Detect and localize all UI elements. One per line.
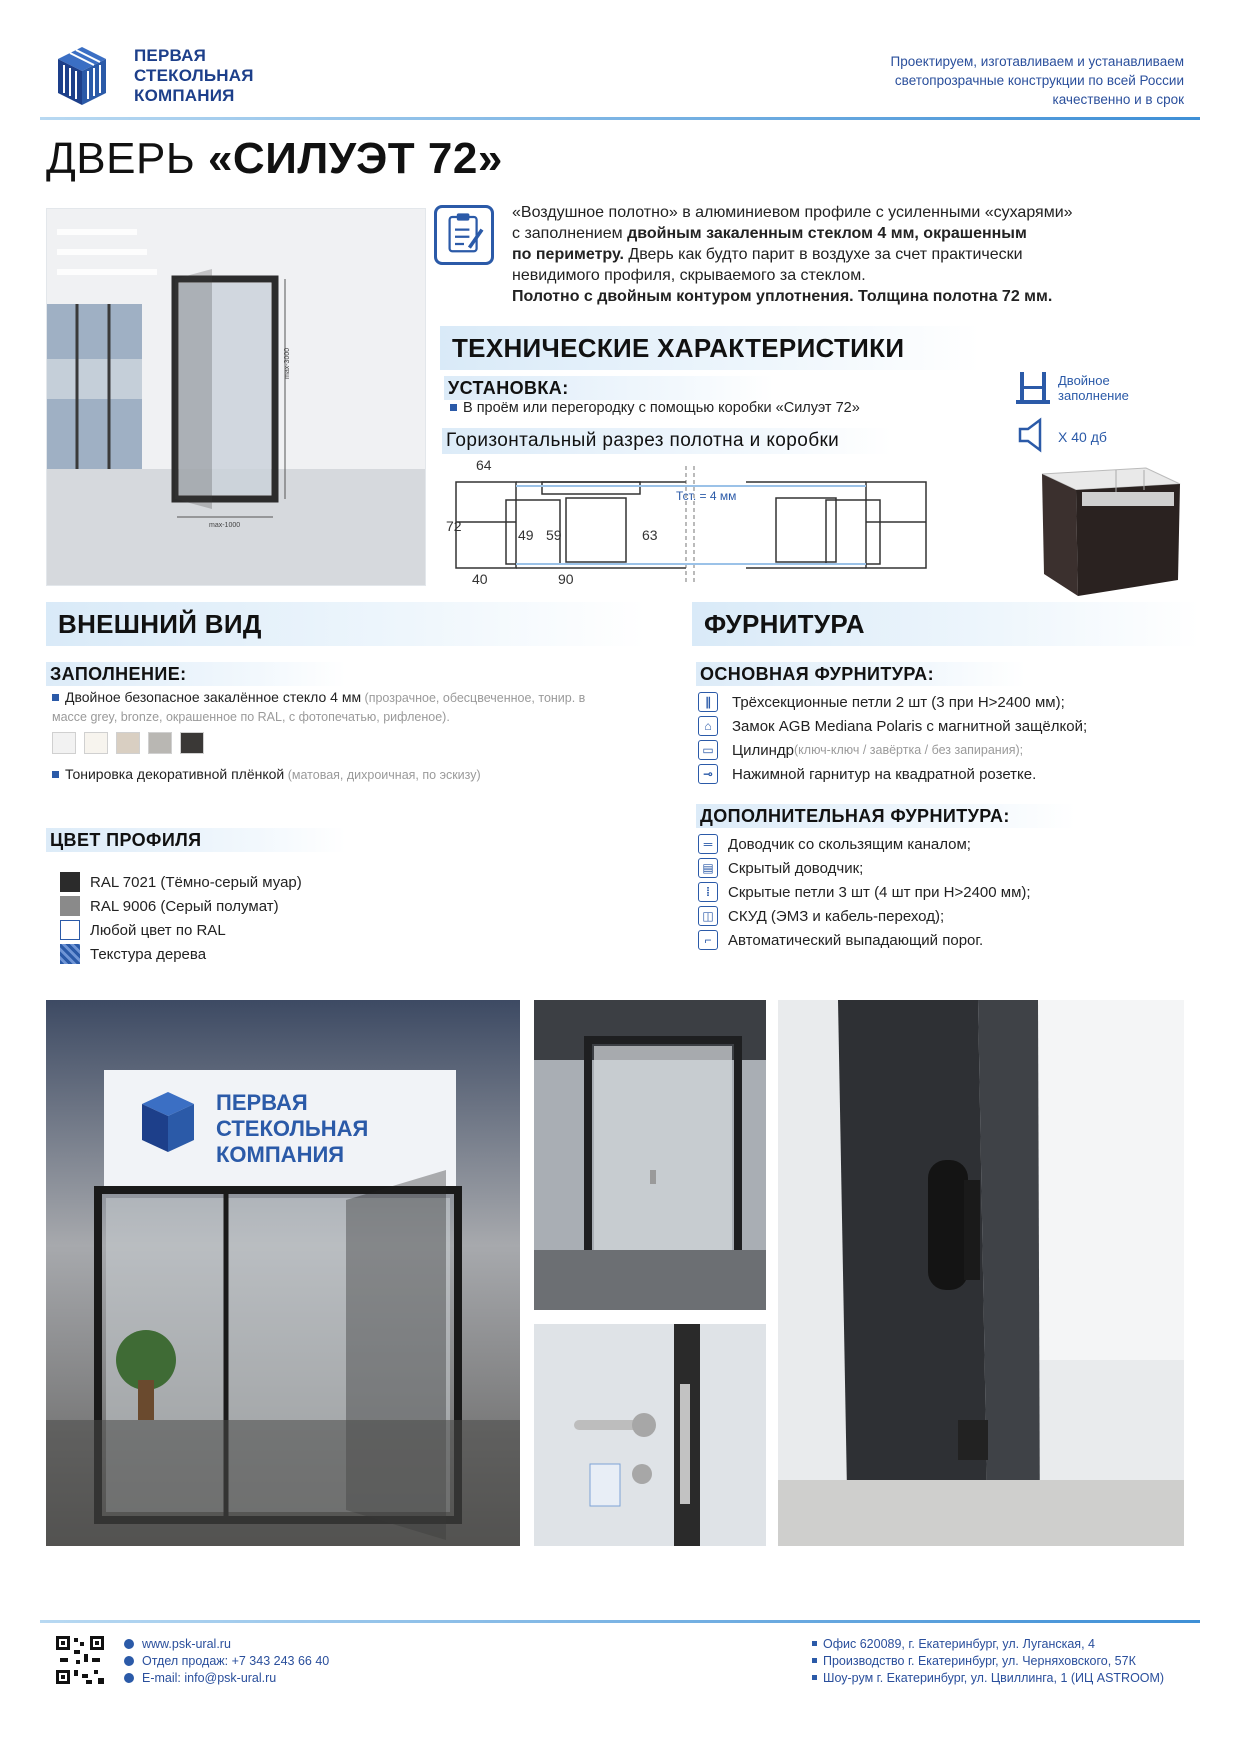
sign-line: ПЕРВАЯ [216,1090,308,1115]
globe-icon [124,1639,134,1649]
email-link[interactable]: E-mail: info@psk-ural.ru [142,1671,277,1685]
hardware-item: ⊸ Нажимной гарнитур на квадратной розетке. [698,762,1087,786]
hardware-item: ▤ Скрытый доводчик; [698,856,1031,880]
hidden-closer-icon: ▤ [698,858,718,878]
hardware-item: ◫ СКУД (ЭМЗ и кабель-переход); [698,904,1031,928]
horizontal-section-drawing [446,456,992,586]
email-icon [124,1673,134,1683]
frame-profile-3d [1036,462,1186,598]
dim-63: 63 [642,527,658,543]
dim-59: 59 [546,527,562,543]
door-hero-photo [46,208,426,586]
glass-swatch [52,732,76,754]
clipboard-icon [434,205,494,265]
glass-swatch [84,732,108,754]
width-dimension: max-1000 [209,522,241,529]
color-option: Текстура дерева [60,942,302,966]
hardware-item: ═ Доводчик со скользящим каналом; [698,832,1031,856]
hardware-item: ⌐ Автоматический выпадающий порог. [698,928,1031,952]
appearance-heading: ВНЕШНИЙ ВИД [46,602,646,646]
phone-icon [124,1656,134,1666]
color-option: RAL 9006 (Серый полумат) [60,894,302,918]
color-option: RAL 7021 (Тёмно-серый муар) [60,870,302,894]
installation-text: В проём или перегородку с помощью коробки «Силуэт 72» [450,400,860,416]
color-swatch [60,896,80,916]
glass-swatch [116,732,140,754]
dim-40: 40 [472,571,488,586]
glass-swatch [148,732,172,754]
profile-color-heading: ЦВЕТ ПРОФИЛЯ [46,828,346,852]
contacts [124,1636,329,1687]
glass-swatches [52,732,204,754]
tech-specs-heading: ТЕХНИЧЕСКИЕ ХАРАКТЕРИСТИКИ [440,326,980,370]
showroom-photo [46,1000,520,1546]
main-hardware-heading: ОСНОВНАЯ ФУРНИТУРА: [696,662,1026,686]
double-glazing-label: Двойное заполнение [1058,373,1129,403]
filling-text: Двойное безопасное закалённое стекло 4 мм (прозрачное, обесцвеченное, тонир. в массе grey, bronze, окрашенное по RAL, с фотопечатью, рифленое). [52,689,586,724]
hardware-item: ⁞ Скрытые петли 3 шт (4 шт при H>2400 мм); [698,880,1031,904]
additional-hardware-heading: ДОПОЛНИТЕЛЬНАЯ ФУРНИТУРА: [696,804,1076,828]
drop-seal-icon: ⌐ [698,930,718,950]
company-name: ПЕРВАЯ СТЕКОЛЬНАЯ КОМПАНИЯ [134,46,254,105]
glass-swatch [180,732,204,754]
tinting-text: Тонировка декоративной плёнкой (матовая, дихроичная, по эскизу) [52,766,481,782]
qr-code [54,1634,106,1686]
sign-line: КОМПАНИЯ [216,1142,345,1167]
hardware-item: ∥ Трёхсекционные петли 2 шт (3 при H>2400 мм); [698,690,1087,714]
wood-texture-icon [60,944,80,964]
dim-49: 49 [518,527,534,543]
glass-thickness: Тст. = 4 мм [676,489,737,503]
cylinder-icon: ▭ [698,740,718,760]
filling-heading: ЗАПОЛНЕНИЕ: [46,662,346,686]
main-hardware-list [698,690,1087,786]
door-closer-icon: ═ [698,834,718,854]
dim-90: 90 [558,571,574,586]
footer-divider [40,1620,1200,1623]
hardware-item: ⌂ Замок AGB Mediana Polaris с магнитной защёлкой; [698,714,1087,738]
header-divider [40,117,1200,120]
dim-64: 64 [476,457,492,473]
ral-palette-icon [60,920,80,940]
website-link[interactable]: www.psk-ural.ru [142,1637,231,1651]
speaker-icon [1016,417,1050,453]
profile-color-list [60,870,302,966]
sound-insulation-value: Х 40 дб [1058,429,1107,445]
handle-icon: ⊸ [698,764,718,784]
hardware-item: ▭ Цилиндр (ключ-ключ / завёртка / без запирания); [698,738,1087,762]
page-title: ДВЕРЬ «СИЛУЭТ 72» [46,134,503,183]
door-handle-photo [534,1324,766,1546]
sign-line: СТЕКОЛЬНАЯ [216,1116,369,1141]
hardware-heading: ФУРНИТУРА [692,602,1200,646]
door-photo-corridor [534,1000,766,1310]
additional-hardware-list [698,832,1031,952]
addresses: Офис 620089, г. Екатеринбург, ул. Луганская, 4 Производство г. Екатеринбург, ул. Черняховского, 57К Шоу-рум г. Екатеринбург, ул. Цвиллинга, 1 (ИЦ ASTROOM) [812,1636,1164,1687]
installation-heading: УСТАНОВКА: [444,376,774,400]
access-control-icon: ◫ [698,906,718,926]
double-glazing-icon [1016,370,1050,406]
sales-phone[interactable]: Отдел продаж: +7 343 243 66 40 [142,1654,330,1668]
dim-72: 72 [446,518,462,534]
hidden-hinge-photo [778,1000,1184,1546]
door-description: «Воздушное полотно» в алюминиевом профиле с усиленными «сухарями» с заполнением двойным закаленным стеклом 4 мм, окрашенным по периметру. Дверь как будто парит в воздухе за счет практически невидимого профиля, скрываемого за стеклом. Полотно с двойным контуром уплотнения. Толщина полотна 72 мм. [512,204,1073,305]
lock-icon: ⌂ [698,716,718,736]
hidden-hinge-icon: ⁞ [698,882,718,902]
hinge-icon: ∥ [698,692,718,712]
company-logo [56,45,108,107]
color-option: Любой цвет по RAL [60,918,302,942]
height-dimension: max-3000 [284,347,291,379]
color-swatch [60,872,80,892]
door-illustration [47,209,426,586]
section-drawing-heading: Горизонтальный разрез полотна и коробки [442,428,892,454]
tagline: Проектируем, изготавливаем и устанавливаем светопрозрачные конструкции по всей России качественно и в срок [890,54,1184,107]
